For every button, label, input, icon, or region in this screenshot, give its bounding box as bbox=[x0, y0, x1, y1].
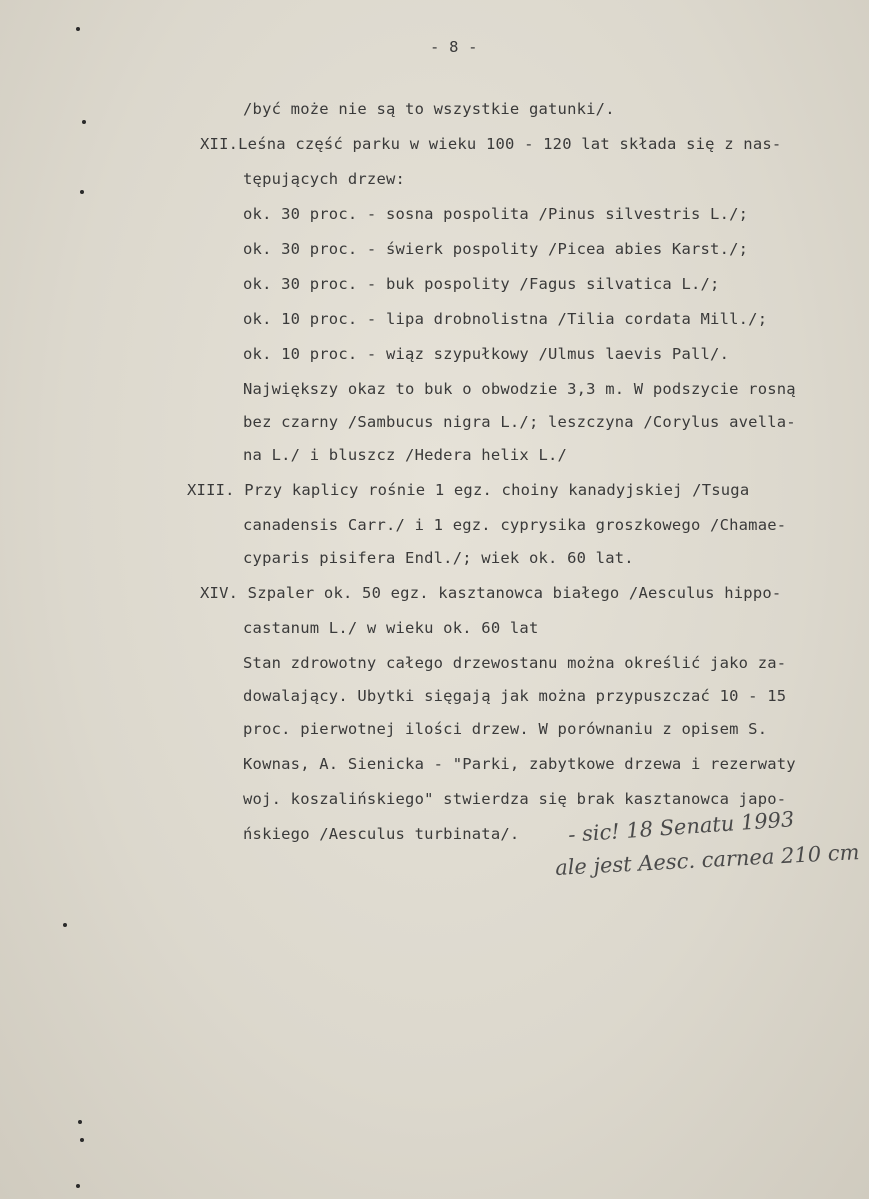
text-line: tępujących drzew: bbox=[243, 170, 406, 188]
text-line: /być może nie są to wszystkie gatunki/. bbox=[243, 100, 615, 118]
list-item: ok. 30 proc. - buk pospolity /Fagus silvatica L./; bbox=[243, 275, 720, 293]
handwritten-note: - sic! 18 Senatu 1993 bbox=[567, 807, 796, 847]
binding-hole-dot bbox=[63, 923, 67, 927]
handwritten-note: ale jest Aesc. carnea 210 cm bbox=[554, 840, 860, 880]
text-line: na L./ i bluszcz /Hedera helix L./ bbox=[243, 446, 568, 464]
text-line: bez czarny /Sambucus nigra L./; leszczyna /Corylus avella- bbox=[243, 413, 796, 431]
text-line: woj. koszalińskiego" stwierdza się brak kasztanowca japo- bbox=[243, 790, 787, 808]
section-heading-xiv: XIV. Szpaler ok. 50 egz. kasztanowca białego /Aesculus hippo- bbox=[200, 584, 782, 602]
text-line: Kownas, A. Sienicka - "Parki, zabytkowe drzewa i rezerwaty bbox=[243, 755, 796, 773]
section-heading-xii: XII.Leśna część parku w wieku 100 - 120 lat składa się z nas- bbox=[200, 135, 782, 153]
page-number: - 8 - bbox=[430, 38, 478, 56]
binding-hole-dot bbox=[80, 190, 84, 194]
binding-hole-dot bbox=[82, 120, 86, 124]
section-heading-xiii: XIII. Przy kaplicy rośnie 1 egz. choiny kanadyjskiej /Tsuga bbox=[187, 481, 750, 499]
binding-hole-dot bbox=[78, 1120, 82, 1124]
binding-hole-dot bbox=[80, 1138, 84, 1142]
text-line: dowalający. Ubytki sięgają jak można przypuszczać 10 - 15 bbox=[243, 687, 787, 705]
text-line: canadensis Carr./ i 1 egz. cyprysika groszkowego /Chamae- bbox=[243, 516, 787, 534]
text-line: proc. pierwotnej ilości drzew. W porównaniu z opisem S. bbox=[243, 720, 768, 738]
text-line: Największy okaz to buk o obwodzie 3,3 m. W podszycie rosną bbox=[243, 380, 796, 398]
text-line: Stan zdrowotny całego drzewostanu można określić jako za- bbox=[243, 654, 787, 672]
binding-hole-dot bbox=[76, 27, 80, 31]
list-item: ok. 10 proc. - lipa drobnolistna /Tilia cordata Mill./; bbox=[243, 310, 768, 328]
binding-hole-dot bbox=[76, 1184, 80, 1188]
list-item: ok. 30 proc. - świerk pospolity /Picea abies Karst./; bbox=[243, 240, 749, 258]
list-item: ok. 10 proc. - wiąz szypułkowy /Ulmus laevis Pall/. bbox=[243, 345, 730, 363]
text-line: castanum L./ w wieku ok. 60 lat bbox=[243, 619, 539, 637]
text-line: cyparis pisifera Endl./; wiek ok. 60 lat. bbox=[243, 549, 634, 567]
list-item: ok. 30 proc. - sosna pospolita /Pinus silvestris L./; bbox=[243, 205, 749, 223]
text-line: ńskiego /Aesculus turbinata/. bbox=[243, 825, 520, 843]
